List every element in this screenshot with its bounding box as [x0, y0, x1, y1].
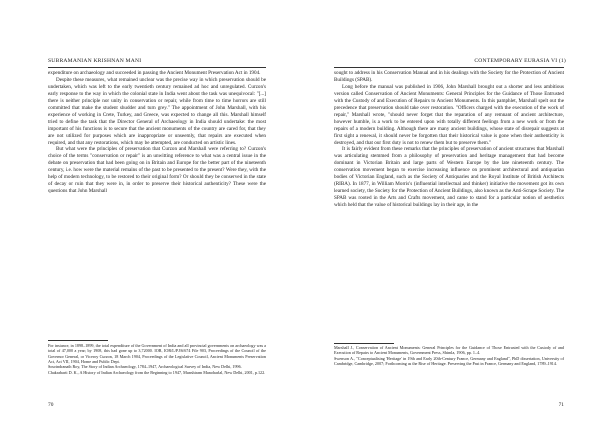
- footnotes-left: [48, 343, 266, 375]
- footnotes-right: [334, 345, 564, 366]
- paragraph: Long before the manual was published in 1906, John Marshall brought out a shorter and less ambitious version called Conservation of Ancient Monuments: General Principles for the Guidance of Those Entrusted with the Custody of and Execution of Repairs to Ancient Monuments. In this pamphlet, Marshall spelt out the precedence that preservation should take over restoration. "Officers charged with the execution of the work of repair," Marshall wrote, "should never forget that the reparation of any remnant of ancient architecture, however humble, is a work to be entered upon with totally different feelings from a new work or from the repairs of a modern building. Although there are many ancient buildings, whose state of disrepair suggests at first sight a renewal, it should never be forgotten that their historical value is gone when their authenticity is destroyed, and that our first duty is not to renew them but to preserve them.": [334, 83, 564, 146]
- footnote: Sourindranath Roy, The Story of Indian Archaeology, 1784–1947, Archaeological Survey of India, New Delhi, 1996.: [48, 364, 242, 370]
- header-rule-right: [334, 67, 564, 68]
- footnote: Marshall J., Conservation of Ancient Monuments: General Principles for the Guidance of Those Entrusted with the Custody of and Execution of Repairs to Ancient Monuments, Government Press, Shimla, 1906, pp. 1–4.: [334, 345, 564, 356]
- paragraph: expenditure on archaeology and succeeded in passing the Ancient Monument Preservation Act in 1904.: [48, 70, 261, 76]
- footnote: For instance, in 1898–1899, the total expenditure of the Government of India and all provincial governments on archaeology was a total of 47,000 a year; by 1908, this had gone up to 3,72000. IOR, IOR/L/PJ/6/674 File 903, Proceedings of the Council of the Governor General, or Viceroy Curzon, 18 March 1904, Proceedings of the Legislative Council, Ancient Monuments Preservation Act, Act VII, 1904, Home and Public Dept.: [48, 343, 266, 365]
- footnote-rule-right: [334, 343, 394, 344]
- paragraph: It is fairly evident from these remarks that the principles of preservation of ancient structures that Marshall was articulating stemmed from a philosophy of preservation and heritage management that had become dominant in Victorian Britain and large parts of Western Europe by the late nineteenth century. The conservation movement began to exercise increasing influence on prominent architectural and antiquarian bodies of Victorian England, such as the Society of Antiquaries and the Royal Institute of British Architects (RIBA). In 1877, in William Morris's (influential intellectual and thinker) initiative the movement got its own learned society, the Society for the Protection of Ancient Buildings, also known as the Anti-Scrape Society. The SPAB was rooted in the Arts and Crafts movement, and came to stand for a particular notion of aesthetics which held that the value of historical buildings lay in their age, in the: [334, 146, 564, 209]
- page-number-left: 70: [48, 402, 54, 408]
- right-page: [300, 0, 600, 424]
- paragraph: Despite these measures, what remained unclear was the precise way in which preservation should be undertaken, which was left to the early twentieth century remained ad hoc and unregulated. Curzon's early response to the way in which the colonial state in India went about the task was unequivocal: "[...] there is neither principle nor unity in conservation or repair, while from time to time horrors are still committed that make the student shudder and turn grey." The appointment of John Marshall, with his experience of working in Crete, Turkey, and Greece, was expected to change all this. Marshall himself tried to define the task that the Director General of Archaeology in India should undertake: the most important of his functions is to secure that the ancient monuments of the country are cared for, that they are not utilized for purposes which are inappropriate or unseemly, that repairs are executed when required, and that any restorations, which may be attempted, are conducted on artistic lines.: [48, 76, 266, 146]
- footnote: Chakrabarti D. K., A History of Indian Archaeology from the Beginning to 1947, Munshiram Manoharlal, New Delhi, 2001, p.122.: [48, 369, 266, 375]
- body-text-left: [48, 70, 266, 195]
- paragraph: sought to address in his Conservation Manual and in his dealings with the Society for the Protection of Ancient Buildings (SPAB).: [334, 70, 564, 83]
- body-text-right: [334, 70, 564, 209]
- header-rule-left: [48, 67, 266, 68]
- footnote: Swenson A., "Conceptualising 'Heritage' in 19th and Early 20th-Century France, Germany and England", PhD dissertation, University of Cambridge, Cambridge, 2007; Forthcoming as the Rise of Heritage. Preserving the Past in France, Germany and England, 1789–1914.: [334, 355, 564, 367]
- page-number-right: 71: [558, 402, 564, 408]
- running-head-right: CONTEMPORARY EURASIA VI (1): [474, 58, 566, 64]
- running-head-left: SUBRAMANIAN KRISHNAN MANI: [48, 58, 142, 64]
- footnote-rule-left: [48, 340, 108, 341]
- paragraph: But what were the principles of preservation that Curzon and Marshall were referring to? Curzon's choice of the terms "conservation or repair" is an unwitting reference to what was a central issue in the debate on preservation that had been going on in Britain and Europe for the better part of the nineteenth century, i.e. how were the material remains of the past to be presented to the present? Were they, with the help of modern technology, to be restored to their original form? Or should they be conserved in the state of decay or ruin that they were in, in order to preserve their historical authenticity? These were the questions that John Marshall: [48, 146, 266, 195]
